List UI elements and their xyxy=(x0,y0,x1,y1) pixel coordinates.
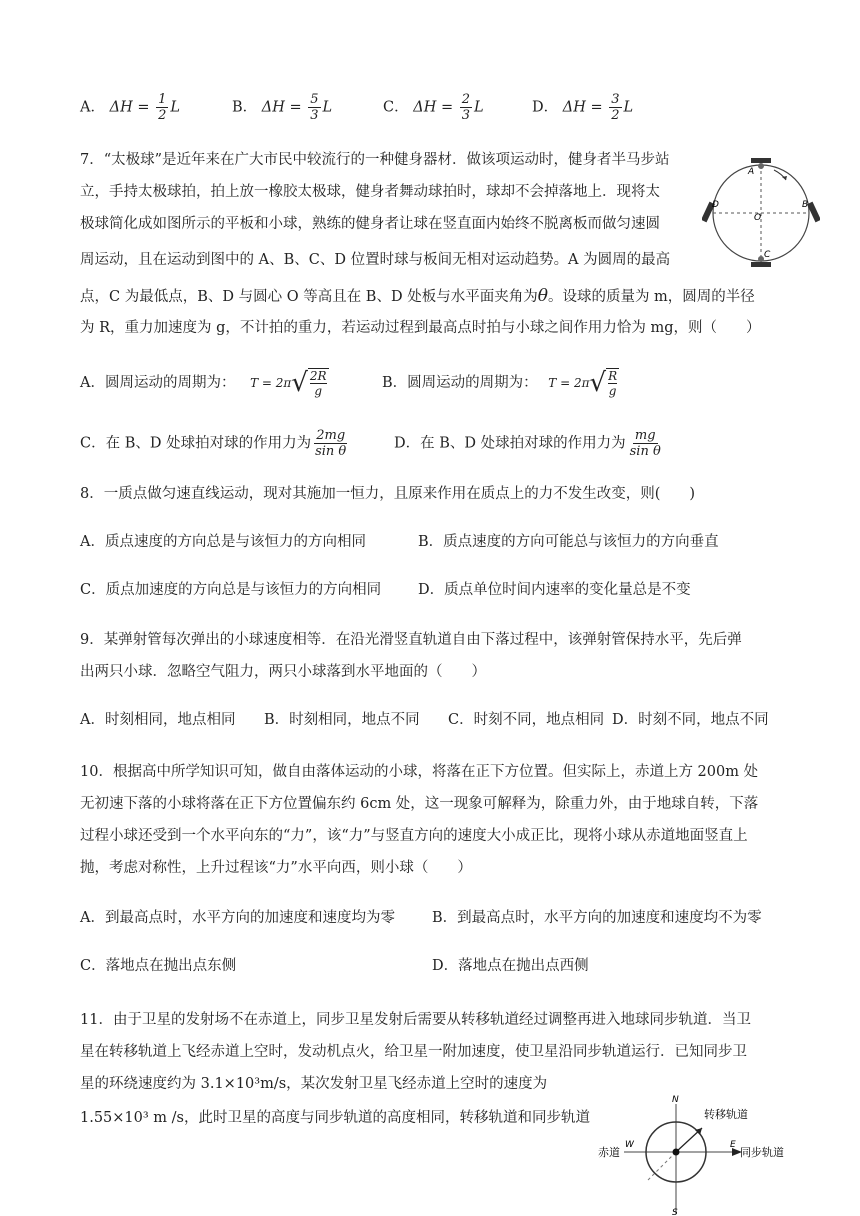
q11-line-3: 星的环绕速度约为 3.1×10³m/s，某次发射卫星飞经赤道上空时的速度为 xyxy=(80,1076,548,1092)
formula-lhs: ΔH = xyxy=(562,99,603,116)
q6-option-c xyxy=(383,92,484,123)
q9-option-d: D．时刻不同，地点不同 xyxy=(612,712,769,728)
denominator: sin θ xyxy=(315,444,347,459)
q8-option-d: D．质点单位时间内速率的变化量总是不变 xyxy=(418,582,691,598)
q9-line-1: 9．某弹射管每次弹出的小球速度相等．在沿光滑竖直轨道自由下落过程中，该弹射管保持水平，先后弹 xyxy=(80,632,742,648)
sync-orbit-label: 同步轨道 xyxy=(740,1146,784,1159)
q9-option-c: C．时刻不同，地点相同 xyxy=(448,712,605,728)
ball-top xyxy=(758,163,764,169)
numerator: 2 xyxy=(461,92,470,107)
transfer-orbit-label: 转移轨道 xyxy=(704,1108,748,1121)
equator-label: 赤道 xyxy=(598,1146,620,1159)
q9-option-b: B．时刻相同，地点不同 xyxy=(264,712,420,728)
q11-line-4: 1.55×10³ m /s，此时卫星的高度与同步轨道的高度相同，转移轨道和同步轨道 xyxy=(80,1110,590,1126)
formula-rhs: L xyxy=(623,99,634,116)
q7-line-3: 极球简化成如图所示的平板和小球，熟练的健身者让球在竖直面内始终不脱离板而做匀速圆 xyxy=(80,216,660,232)
denominator: g xyxy=(314,384,323,398)
period-formula-a xyxy=(250,368,328,398)
q9-line-2: 出两只小球．忽略空气阻力，两只小球落到水平地面的（ ） xyxy=(80,664,486,680)
orbit-figure xyxy=(596,1092,796,1216)
formula-rhs: L xyxy=(473,99,484,116)
option-label: B． xyxy=(232,99,258,116)
label-b: B xyxy=(802,200,809,210)
formula-lhs: ΔH = xyxy=(109,99,150,116)
formula-rhs: L xyxy=(322,99,333,116)
theta-symbol: θ xyxy=(537,286,548,306)
formula-lhs: ΔH = xyxy=(413,99,454,116)
q10-option-b: B．到最高点时，水平方向的加速度和速度均不为零 xyxy=(432,910,762,926)
q10-option-a: A．到最高点时，水平方向的加速度和速度均为零 xyxy=(80,910,395,926)
fraction xyxy=(628,428,663,459)
sqrt-sign: √ xyxy=(589,368,607,398)
q7-option-b xyxy=(382,368,619,398)
label-n: N xyxy=(672,1095,679,1105)
sqrt-content xyxy=(606,368,619,398)
formula-lhs: ΔH = xyxy=(261,99,302,116)
denominator: g xyxy=(608,384,617,398)
dashed-line xyxy=(648,1152,676,1180)
q7-line-6: 为 R，重力加速度为 g，不计拍的重力，若运动过程到最高点时拍与小球之间作用力恰为 mg，则（ ） xyxy=(80,320,761,336)
option-c-text: C．在 B、D 处球拍对球的作用力为 xyxy=(80,435,312,452)
q10-line-2: 无初速下落的小球将落在正下方位置偏东约 6cm 处，这一现象可解释为，除重力外，由于地球自转，下落 xyxy=(80,796,759,812)
denominator: sin θ xyxy=(629,444,661,459)
q7-option-a xyxy=(80,368,329,398)
q10-option-d: D．落地点在抛出点西侧 xyxy=(432,958,589,974)
sqrt-content xyxy=(308,368,329,398)
q6-option-a xyxy=(80,92,180,123)
taiji-ball-figure xyxy=(702,152,820,270)
q7-line-5 xyxy=(80,286,755,307)
option-label: D． xyxy=(532,99,559,116)
numerator: 5 xyxy=(310,92,319,107)
q10-option-c: C．落地点在抛出点东侧 xyxy=(80,958,237,974)
option-d-text: D．在 B、D 处球拍对球的作用力为 xyxy=(394,435,626,452)
q8-option-b: B．质点速度的方向可能总与该恒力的方向垂直 xyxy=(418,534,719,550)
fraction xyxy=(156,92,168,123)
label-d: D xyxy=(712,200,719,210)
q6-option-d xyxy=(532,92,633,123)
q7-line-2: 立，手持太极球拍，拍上放一橡胶太极球，健身者舞动球拍时，球却不会掉落地上．现将太 xyxy=(80,184,660,200)
q10-line-1: 10．根据高中所学知识可知，做自由落体运动的小球，将落在正下方位置。但实际上，赤道上方 200m 处 xyxy=(80,764,759,780)
numerator: 2R xyxy=(309,369,327,383)
option-label: C． xyxy=(383,99,409,116)
label-a: A xyxy=(748,167,755,177)
numerator: mg xyxy=(634,428,656,443)
option-b-text: B．圆周运动的周期为： xyxy=(382,375,538,391)
satellite-dot xyxy=(673,1149,680,1156)
denominator: 2 xyxy=(611,108,620,123)
fraction xyxy=(313,428,348,459)
fraction xyxy=(609,92,621,123)
q10-line-4: 抛，考虑对称性，上升过程该“力”水平向西，则小球（ ） xyxy=(80,860,472,876)
q7-line-5-pre: 点，C 为最低点，B、D 与圆心 O 等高且在 B、D 处板与水平面夹角为 xyxy=(80,289,538,305)
formula-rhs: L xyxy=(170,99,180,116)
period-formula-b xyxy=(548,368,619,398)
fraction xyxy=(460,92,472,123)
numerator: 1 xyxy=(158,92,167,107)
q9-option-a: A．时刻相同，地点相同 xyxy=(80,712,236,728)
denominator: 3 xyxy=(461,108,470,123)
numerator: 3 xyxy=(611,92,620,107)
fraction xyxy=(308,92,320,123)
label-s: S xyxy=(672,1208,678,1216)
q7-line-5-post: 。设球的质量为 m，圆周的半径 xyxy=(547,289,755,305)
paddle-top xyxy=(751,158,771,163)
q8-option-a: A．质点速度的方向总是与该恒力的方向相同 xyxy=(80,534,366,550)
paddle-bottom xyxy=(751,262,771,267)
q6-option-b xyxy=(232,92,332,123)
label-e: E xyxy=(730,1140,736,1150)
q11-line-2: 星在转移轨道上飞经赤道上空时，发动机点火，给卫星一附加速度，使卫星沿同步轨道运行．已知同步卫 xyxy=(80,1044,747,1060)
q7-line-1: 7．“太极球”是近年来在广大市民中较流行的一种健身器材．做该项运动时，健身者半马步站 xyxy=(80,152,670,168)
q7-option-c xyxy=(80,428,350,459)
label-o: O xyxy=(754,213,762,223)
option-a-text: A．圆周运动的周期为： xyxy=(80,375,236,391)
q7-line-4: 周运动，且在运动到图中的 A、B、C、D 位置时球与板间无相对运动趋势。A 为圆周的最高 xyxy=(80,252,671,268)
q8-option-c: C．质点加速度的方向总是与该恒力的方向相同 xyxy=(80,582,382,598)
sqrt-sign: √ xyxy=(291,368,308,398)
numerator: 2mg xyxy=(316,428,346,443)
label-c: C xyxy=(764,250,771,260)
denominator: 3 xyxy=(310,108,319,123)
label-w: W xyxy=(625,1140,634,1150)
q10-line-3: 过程小球还受到一个水平向东的“力”，该“力”与竖直方向的速度大小成正比，现将小球从赤道地面竖直上 xyxy=(80,828,748,844)
denominator: 2 xyxy=(158,108,167,123)
q8-stem: 8．一质点做匀速直线运动，现对其施加一恒力，且原来作用在质点上的力不发生改变，则( ) xyxy=(80,486,696,502)
option-label: A． xyxy=(80,99,105,116)
period-prefix: T = 2π xyxy=(548,376,590,390)
q7-option-d xyxy=(394,428,665,459)
q11-line-1: 11．由于卫星的发射场不在赤道上，同步卫星发射后需要从转移轨道经过调整再进入地球同步轨道．当卫 xyxy=(80,1012,751,1028)
period-prefix: T = 2π xyxy=(250,376,292,390)
numerator: R xyxy=(608,369,618,383)
